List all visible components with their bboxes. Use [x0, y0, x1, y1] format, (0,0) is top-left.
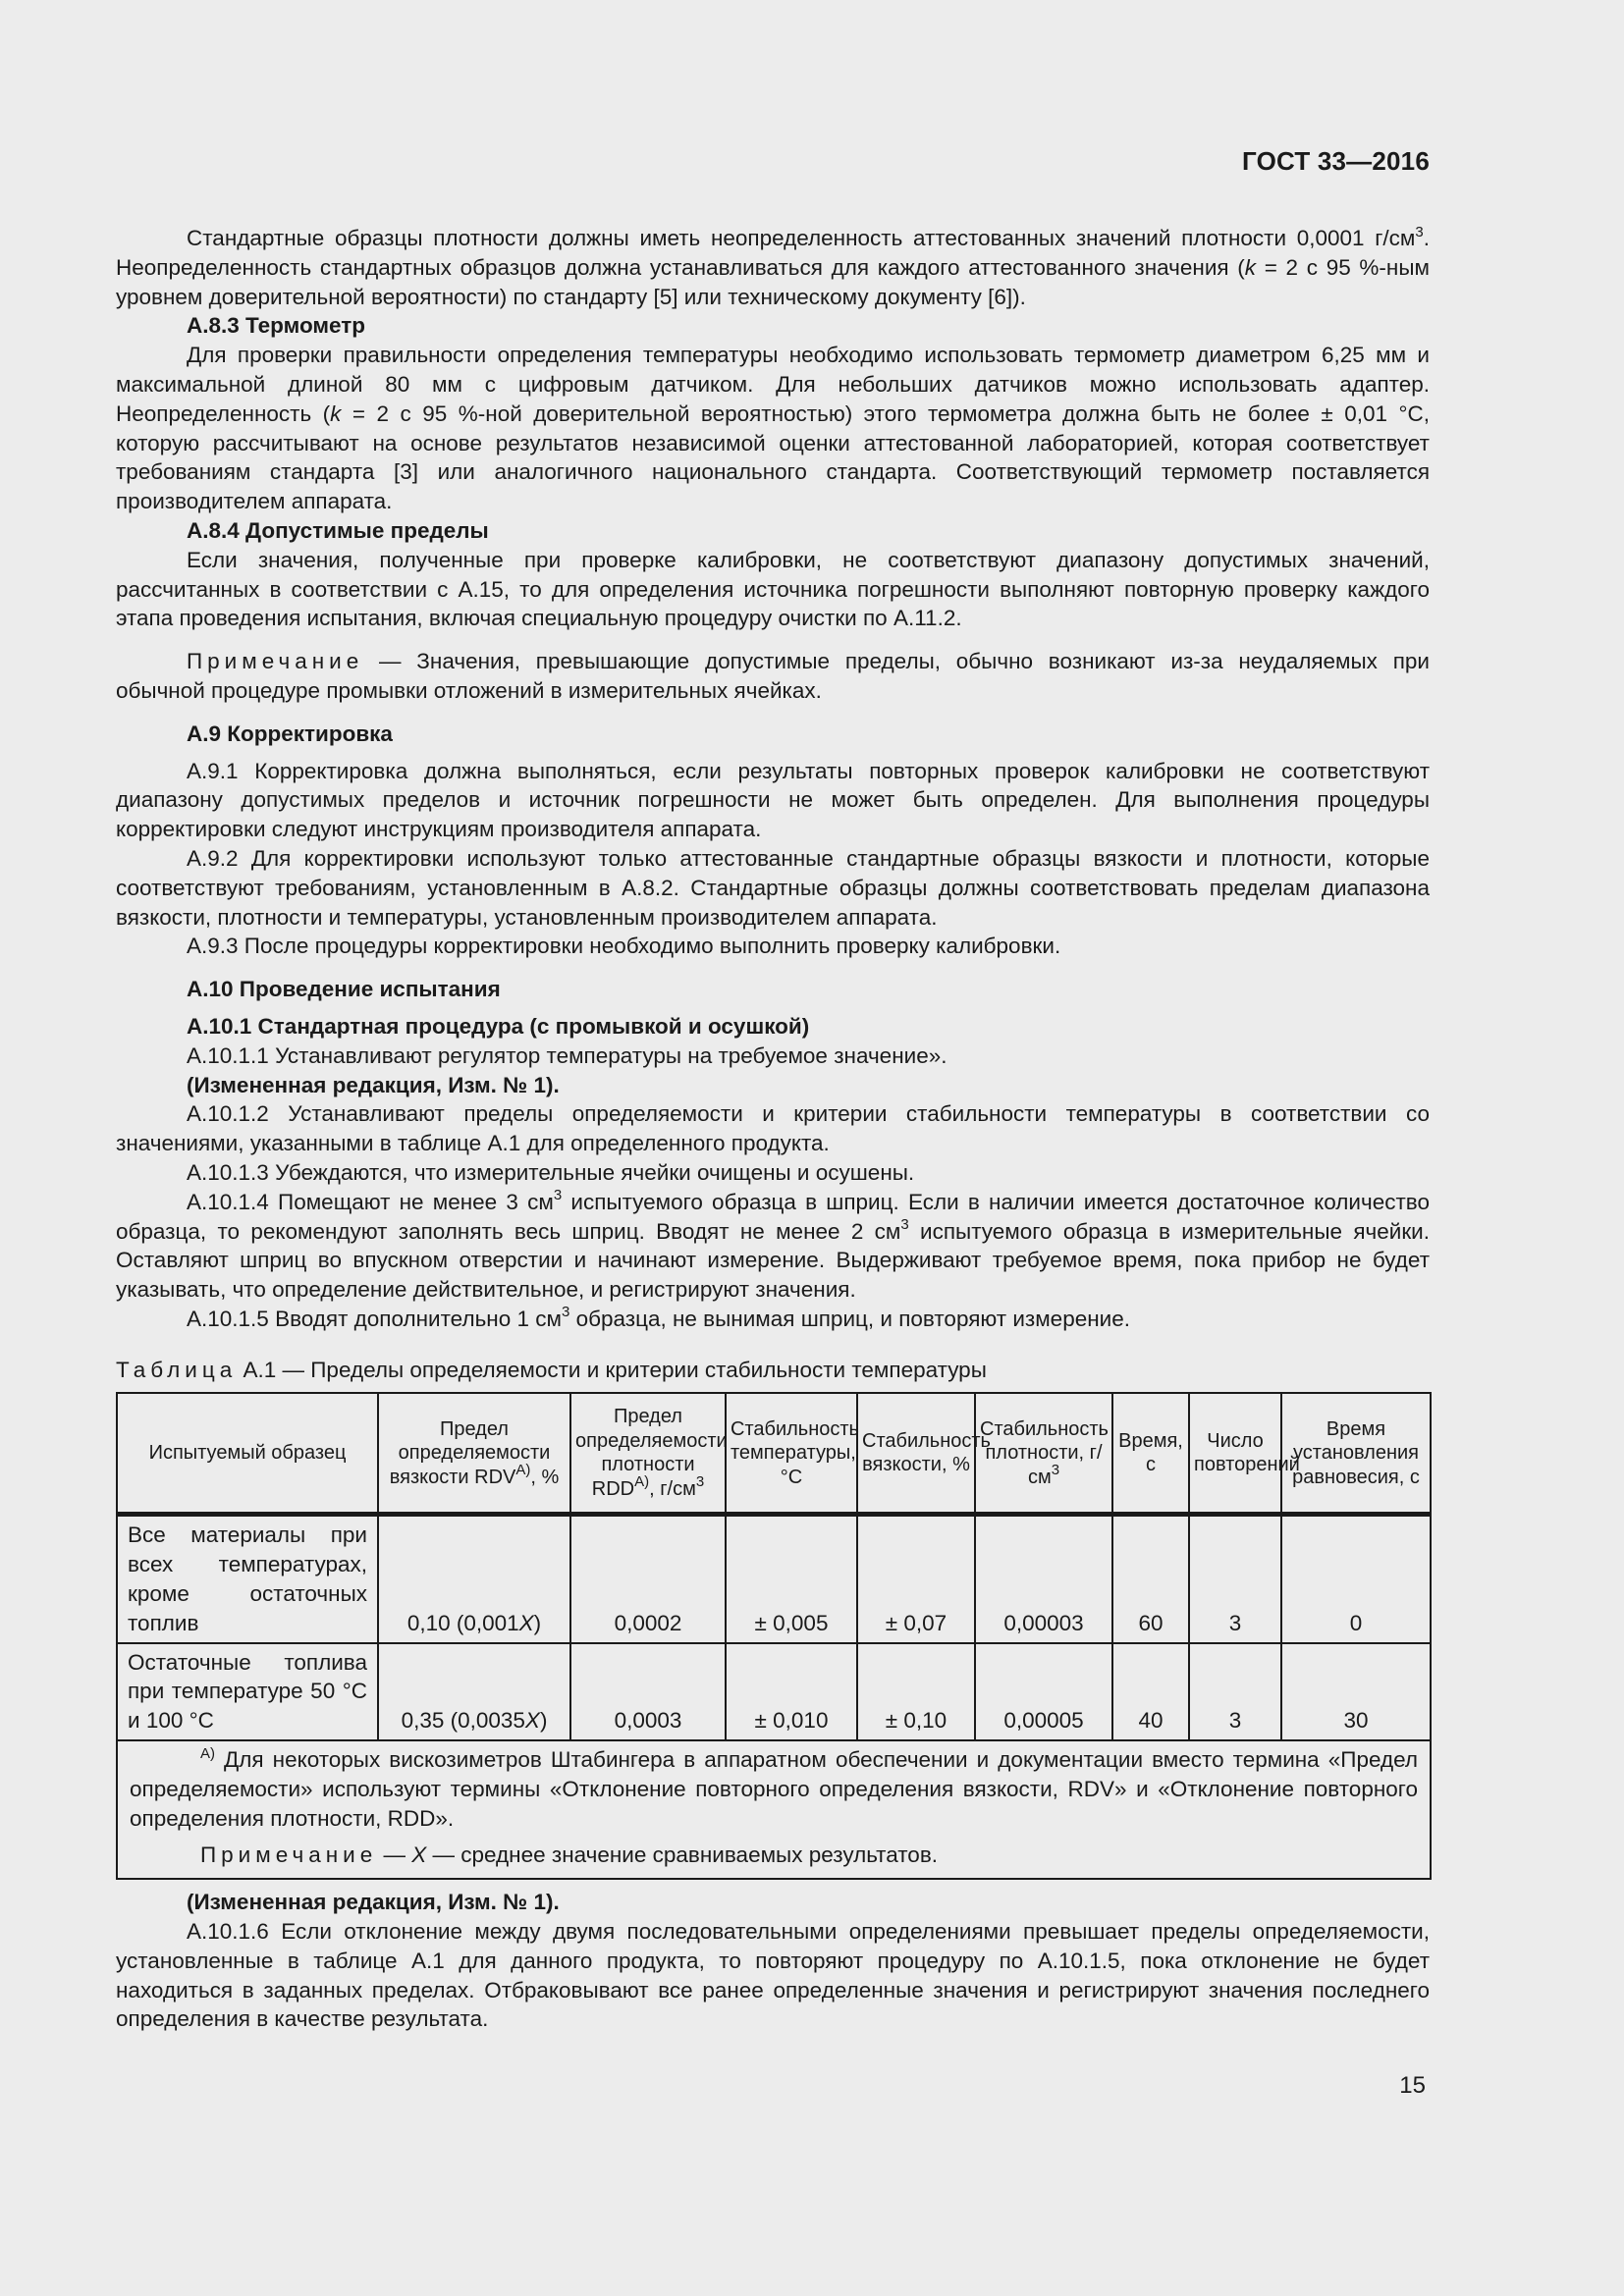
row-rdv: 0,35 (0,0035X) — [378, 1643, 570, 1740]
row-reps: 3 — [1189, 1643, 1281, 1740]
col-header-dens-stability: Стабильность плотности, $г/см^3$ — [975, 1393, 1112, 1515]
section-a1014: А.10.1.4 Помещают не менее 3 $см^3$ испытуемого образца в шприц. Если в наличии имеется достаточное количество образца, то рекомендуют заполнять весь шприц. Вводят не менее 2 $см^3$ испытуемого образца в измерительные ячейки. Оставляют шприц во впускном отверстии и начинают измерение. Выдерживают требуемое время, пока прибор не будет указывать, что определение действительное, и регистрируют значения. — [116, 1187, 1430, 1303]
row-rdd: 0,0003 — [570, 1643, 726, 1740]
section-a91: А.9.1 Корректировка должна выполняться, если результаты повторных проверок калибровки не соответствуют диапазону допустимых пределов и источник погрешности не может быть определен. Для выполнения процедуры корректировки следуют инструкциям производителя аппарата. — [116, 758, 1430, 842]
row-rdd: 0,0002 — [570, 1515, 726, 1643]
row-rdv: 0,10 (0,001X) — [378, 1515, 570, 1643]
section-a83-title: А.8.3 Термометр — [187, 313, 366, 339]
table-footnote: $^{A)}$ Для некоторых вискозиметров Штабингера в аппаратном обеспечении и документации вместо термина «Предел определяемости» используют термины «Отклонение повторного определения вязкости, RDV» и «Отклонение повторного определения плотности, RDD». — [130, 1744, 1418, 1831]
changed-edition-note-2: (Измененная редакция, Изм. № 1). — [187, 1890, 560, 1915]
section-a9-title: А.9 Корректировка — [187, 721, 393, 746]
section-a84-text: Если значения, полученные при проверке калибровки, не соответствуют диапазону допустимых значений, рассчитанных в соответствии с А.15, то для определения источника погрешности выполняют повторную проверку каждого этапа проведения испытания, включая специальную процедуру очистки по А.11.2. — [116, 547, 1430, 631]
row-time: 60 — [1112, 1515, 1189, 1643]
row-sample-name: Остаточные топлива при температуре 50 °С и 100 °С — [117, 1643, 378, 1740]
table-notes — [117, 1740, 1431, 1879]
row-temp: ± 0,010 — [726, 1643, 857, 1740]
section-a92: А.9.2 Для корректировки используют только аттестованные стандартные образцы вязкости и плотности, которые соответствуют требованиям, установленным в А.8.2. Стандартные образцы должны соответствовать пределам диапазона вязкости, плотности и температуры, установленным производителем аппарата. — [116, 845, 1430, 930]
section-a1011: А.10.1.1 Устанавливают регулятор температуры на требуемое значение». — [187, 1042, 947, 1068]
section-a1012: А.10.1.2 Устанавливают пределы определяемости и критерии стабильности температуры в соответствии со значениями, указанными в таблице А.1 для определенного продукта. — [116, 1101, 1430, 1156]
col-header-equilibration: Время установления равновесия, с — [1281, 1393, 1431, 1515]
section-a84-note: Примечание — Значения, превышающие допустимые пределы, обычно возникают из-за неудаляемых при обычной процедуре промывки отложений в измерительных ячейках. — [116, 649, 1430, 703]
page-number: 15 — [1399, 2072, 1426, 2099]
row-sample-name: Все материалы при всех температурах, кроме остаточных топлив — [117, 1515, 378, 1643]
col-header-repeats: Число повторений — [1189, 1393, 1281, 1515]
row-visc: ± 0,07 — [857, 1515, 975, 1643]
document-body — [116, 224, 1430, 2034]
row-visc: ± 0,10 — [857, 1643, 975, 1740]
row-time: 40 — [1112, 1643, 1189, 1740]
table-row — [117, 1515, 1431, 1643]
col-header-temp-stability: Стабильность температуры, °С — [726, 1393, 857, 1515]
section-a83-text: Для проверки правильности определения температуры необходимо использовать термометр диаметром 6,25 мм и максимальной длиной 80 мм с цифровым датчиком. Для небольших датчиков можно использовать адаптер. Неопределенность (k = 2 с 95 %-ной доверительной вероятностью) этого термометра должна быть не более ± 0,01 °С, которую рассчитывают на основе результатов независимой оценки аттестованной лабораторией, которая соответствует требованиям стандарта [3] или аналогичного национального стандарта. Соответствующий термометр поставляется производителем аппарата. — [116, 343, 1430, 514]
row-reps: 3 — [1189, 1515, 1281, 1643]
table-notes-row — [117, 1740, 1431, 1879]
table-caption: Таблица А.1 — Пределы определяемости и критерии стабильности температуры — [116, 1357, 987, 1382]
col-header-visc-stability: Стабильность вязкости, % — [857, 1393, 975, 1515]
section-a1016: А.10.1.6 Если отклонение между двумя последовательными определениями превышает пределы определяемости, установленные в таблице А.1 для данного продукта, то повторяют процедуру по А.10.1.5, пока отклонение не будет находиться в заданных пределах. Отбраковывают все ранее определенные значения и регистрируют значения последнего определения в качестве результата. — [116, 1919, 1430, 2032]
table-header-row — [117, 1393, 1431, 1515]
section-a84-title: А.8.4 Допустимые пределы — [187, 517, 489, 543]
row-eq: 30 — [1281, 1643, 1431, 1740]
density-paragraph: Стандартные образцы плотности должны иметь неопределенность аттестованных значений плотности 0,0001 $г/см^3$. Неопределенность стандартных образцов должна устанавливаться для каждого аттестованного значения (k = 2 с 95 %-ным уровнем доверительной вероятности) по стандарту [5] или техническому документу [6]). — [116, 223, 1430, 309]
document-header: ГОСТ 33—2016 — [1241, 146, 1430, 176]
section-a101-title: А.10.1 Стандартная процедура (с промывкой и осушкой) — [187, 1013, 810, 1039]
col-header-time: Время, с — [1112, 1393, 1189, 1515]
col-header-sample: Испытуемый образец — [117, 1393, 378, 1515]
section-a93: А.9.3 После процедуры корректировки необходимо выполнить проверку калибровки. — [187, 934, 1061, 959]
document-page — [116, 0, 1430, 2296]
row-temp: ± 0,005 — [726, 1515, 857, 1643]
section-a1013: А.10.1.3 Убеждаются, что измерительные ячейки очищены и осушены. — [187, 1159, 915, 1185]
row-eq: 0 — [1281, 1515, 1431, 1643]
section-a1015: А.10.1.5 Вводят дополнительно 1 $см^3$ образца, не вынимая шприц, и повторяют измерение. — [187, 1304, 1130, 1331]
table-row — [117, 1643, 1431, 1740]
row-dens: 0,00003 — [975, 1515, 1112, 1643]
col-header-rdd: Предел определяемости плотности $RDD^{A)}$, $г/см^3$ — [570, 1393, 726, 1515]
changed-edition-note: (Измененная редакция, Изм. № 1). — [187, 1072, 560, 1097]
col-header-rdv: Предел определяемости вязкости $RDV^{A)}$, % — [378, 1393, 570, 1515]
row-dens: 0,00005 — [975, 1643, 1112, 1740]
section-a10-title: А.10 Проведение испытания — [187, 977, 501, 1002]
limits-table — [116, 1392, 1432, 1880]
table-note: Примечание — X — среднее значение сравниваемых результатов. — [200, 1842, 939, 1868]
